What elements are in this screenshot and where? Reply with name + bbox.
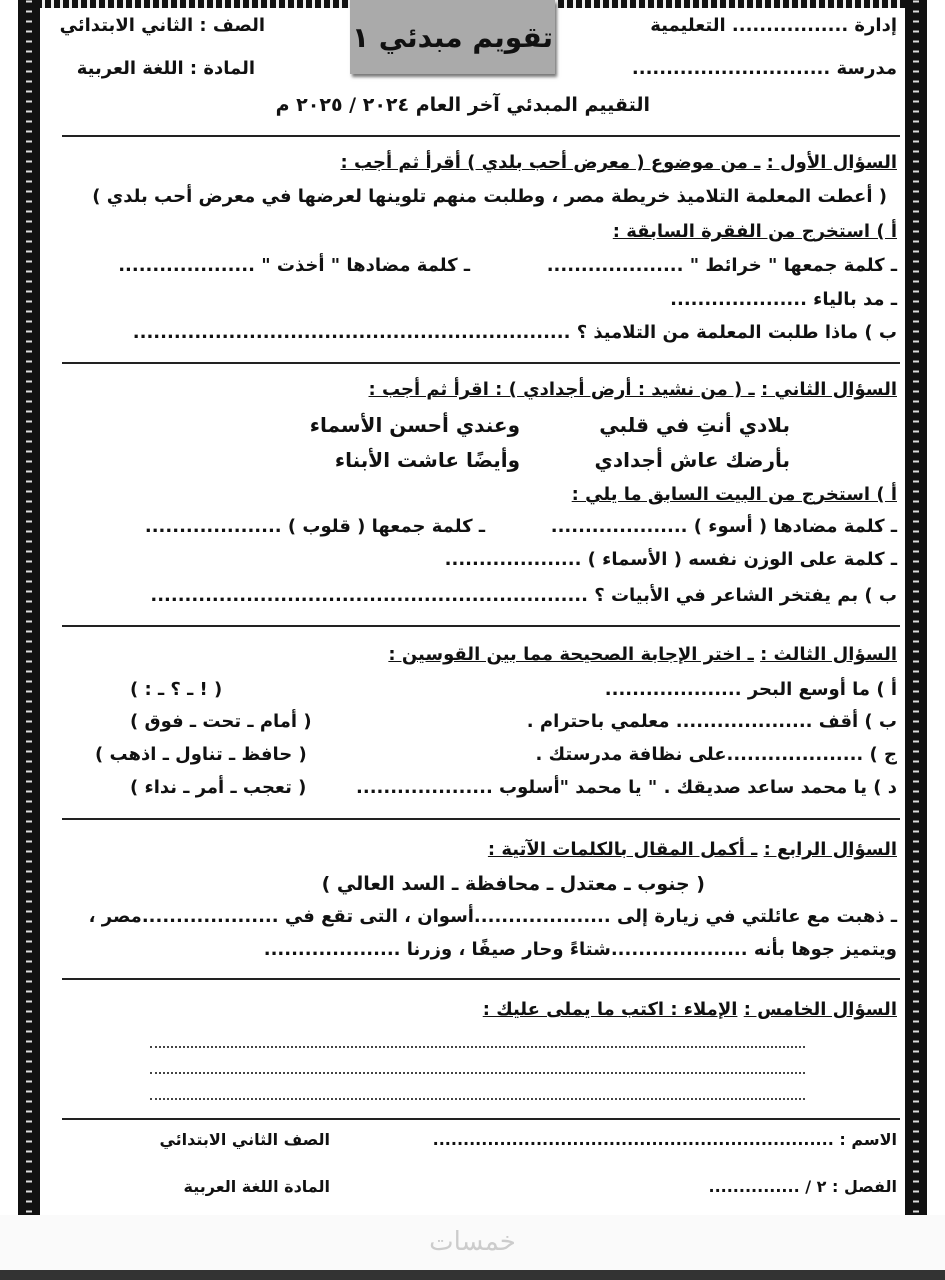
q4-line1: ـ ذهبت مع عائلتي في زيارة إلى ....................أسوان ، التى تقع في ....................مصر ، <box>88 906 897 927</box>
divider <box>62 625 900 627</box>
q2-heading-row <box>369 378 898 402</box>
verse-2a: بأرضك عاش أجدادي <box>594 448 790 472</box>
divider <box>62 135 900 137</box>
q1-item2: ـ كلمة مضادها " أخذت " .................... <box>118 255 470 276</box>
footer-grade: الصف الثاني الابتدائي <box>159 1130 330 1149</box>
dictation-line[interactable] <box>150 1098 805 1100</box>
watermark: خمسات <box>429 1227 516 1257</box>
q2-heading: السؤال الثاني : <box>760 379 897 400</box>
q2-part-b: ب ) بم يفتخر الشاعر في الأبيات ؟ ................................................................ <box>150 585 897 606</box>
q4-heading: السؤال الرابع : <box>763 839 897 860</box>
exam-title: تقويم مبدئي ١ <box>350 0 555 74</box>
q4-line2: ويتميز جوها بأنه ....................شتاءً وحار صيفًا ، وزرنا .................... <box>263 939 897 960</box>
q1-part-a: أ ) استخرج من الفقرة السابقة : <box>612 221 897 242</box>
q1-part-b: ب ) ماذا طلبت المعلمة من التلاميذ ؟ ................................................................ <box>132 322 897 343</box>
subject-label: المادة : اللغة العربية <box>76 58 255 79</box>
q1-item1: ـ كلمة جمعها " خرائط " .................... <box>546 255 897 276</box>
q2-item3: ـ كلمة على الوزن نفسه ( الأسماء ) .................... <box>444 549 897 570</box>
verse-1a: بلادي أنتِ في قلبي <box>599 413 790 437</box>
administration-field: إدارة ................. التعليمية <box>650 15 897 36</box>
q4-heading-row <box>488 838 897 862</box>
dictation-line[interactable] <box>150 1046 805 1048</box>
q2-item1: ـ كلمة مضادها ( أسوء ) .................... <box>550 516 897 537</box>
divider <box>62 1118 900 1120</box>
q2-part-a: أ ) استخرج من البيت السابق ما يلي : <box>571 484 897 505</box>
q3-choices-b: ( أمام ـ تحت ـ فوق ) <box>130 711 312 732</box>
q3-item-c: ج ) ....................على نظافة مدرستك . <box>535 744 897 765</box>
footer-subject: المادة اللغة العربية <box>183 1177 330 1196</box>
class-field: الفصل : ٢ / ............... <box>708 1177 897 1196</box>
q1-item3: ـ مد بالياء .................... <box>670 289 897 310</box>
q2-item2: ـ كلمة جمعها ( قلوب ) .................... <box>144 516 485 537</box>
q3-heading-row <box>388 643 897 667</box>
q1-instruction: ـ من موضوع ( معرض أحب بلدي ) أقرأ ثم أجب : <box>340 152 761 173</box>
q4-instruction: ـ أكمل المقال بالكلمات الآتية : <box>487 839 758 860</box>
q3-instruction: ـ اختر الإجابة الصحيحة مما بين القوسين : <box>388 644 754 665</box>
divider <box>62 362 900 364</box>
dictation-line[interactable] <box>150 1072 805 1074</box>
film-border-left <box>18 0 40 1215</box>
grade-label: الصف : الثاني الابتدائي <box>59 15 265 36</box>
divider <box>62 978 900 980</box>
exam-subtitle: التقييم المبدئي آخر العام ٢٠٢٤ / ٢٠٢٥ م <box>275 94 650 116</box>
q4-words: ( جنوب ـ معتدل ـ محافظة ـ السد العالي ) <box>321 873 705 895</box>
q2-instruction: ـ ( من نشيد : أرض أجدادي ) : اقرأ ثم أجب : <box>368 379 755 400</box>
divider <box>62 818 900 820</box>
q3-item-d: د ) يا محمد ساعد صديقك . " يا محمد "أسلوب .................... <box>356 777 897 798</box>
q5-heading: السؤال الخامس : <box>743 999 897 1020</box>
q3-item-b: ب ) أقف .................... معلمي باحترام . <box>526 711 897 732</box>
student-name-field: الاسم : .................................................................. <box>432 1130 897 1149</box>
q1-heading: السؤال الأول : <box>766 152 897 173</box>
school-field: مدرسة ............................. <box>631 58 897 79</box>
q3-choices-d: ( تعجب ـ أمر ـ نداء ) <box>130 777 307 798</box>
q5-heading-row <box>483 998 897 1022</box>
q3-choices-c: ( حافظ ـ تناول ـ اذهب ) <box>95 744 307 765</box>
bottom-bar <box>0 1270 945 1280</box>
q3-heading: السؤال الثالث : <box>760 644 897 665</box>
verse-2b: وأيضًا عاشت الأبناء <box>334 448 520 472</box>
q5-instruction: الإملاء : اكتب ما يملى عليك : <box>482 999 738 1020</box>
q1-heading-row <box>340 151 897 175</box>
q1-passage: ( أعطت المعلمة التلاميذ خريطة مصر ، وطلبت منهم تلوينها لعرضها في معرض أحب بلدي ) <box>92 186 887 207</box>
q3-item-a: أ ) ما أوسع البحر .................... <box>604 679 897 700</box>
film-border-right <box>905 0 927 1215</box>
q3-choices-a: ( ! ـ ؟ ـ : ) <box>130 679 223 700</box>
verse-1b: وعندي أحسن الأسماء <box>309 413 520 437</box>
